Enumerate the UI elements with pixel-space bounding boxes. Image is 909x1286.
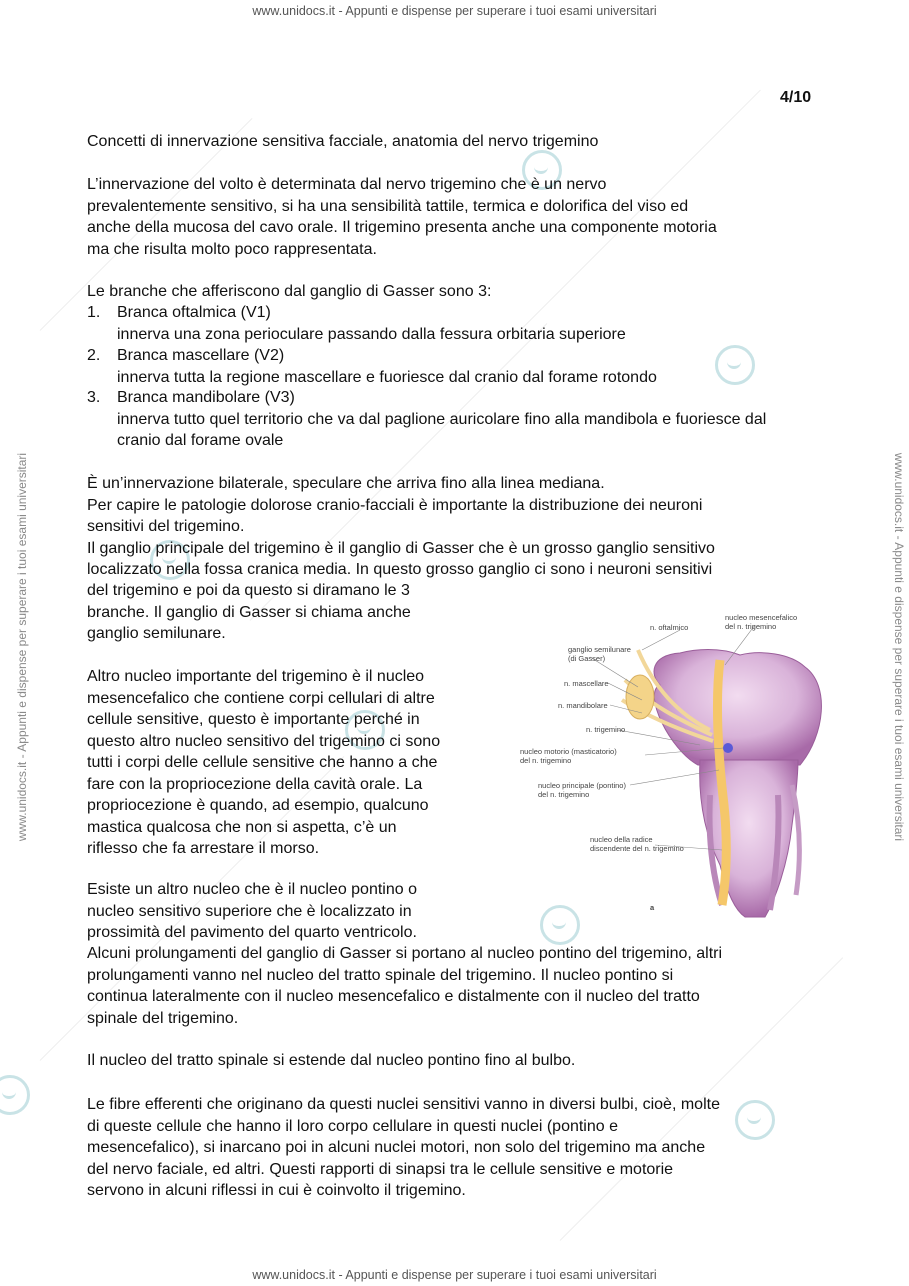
- label-nucleo-radice: nucleo della radice discendente del n. trigemino: [590, 835, 684, 853]
- paragraph-ganglio-wrap: del trigemino e poi da questo si diramano le 3 branche. Il ganglio di Gasser si chiama anche ganglio semilunare.: [87, 582, 411, 642]
- paragraph-nucleo-mesencefalico: Altro nucleo importante del trigemino è il nucleo mesencefalico che contiene corpi cellulari di altre cellule sensitive, questo è importante perché in questo altro nucleo sensitivo del trigemino ci sono tutti i corpi delle cellule sensitive che hanno a che fare con la propriocezione della cavità orale. La propriocezione è quando, ad esempio, qualcuno mastica qualcosa che non si aspetta, c’è un riflesso che fa arrestare il morso.: [87, 668, 441, 857]
- paragraph-innervazione: L’innervazione del volto è determinata dal nervo trigemino che è un nervo prevalentemente sensitivo, si ha una sensibilità tattile, termica e dolorifica del viso ed anche della mucosa del cavo orale. Il trigemino presenta anche una componente motoria ma che risulta molto poco rappresentata.: [87, 176, 717, 258]
- label-n-mandibolare: n. mandibolare: [558, 701, 608, 710]
- list-item-description: innerva una zona perioculare passando dalla fessura orbitaria superiore: [117, 325, 626, 343]
- figure-letter: a: [650, 903, 655, 912]
- list-item-label: Branca oftalmica (V1): [117, 304, 271, 321]
- list-item-number: 2.: [87, 347, 101, 364]
- list-item-label: Branca mandibolare (V3): [117, 389, 295, 406]
- label-n-mascellare: n. mascellare: [564, 679, 609, 688]
- label-n-trigemino: n. trigemino: [586, 725, 626, 734]
- document-title: Concetti di innervazione sensitiva facciale, anatomia del nervo trigemino: [87, 133, 599, 150]
- label-nucleo-principale: nucleo principale (pontino) del n. trigemino: [538, 781, 626, 799]
- page-number: 4/10: [780, 89, 812, 106]
- paragraph-fibre-efferenti: Le fibre efferenti che originano da questi nuclei sensitivi vanno in diversi bulbi, cioè, molte di queste cellule che hanno il loro corpo cellulare in questi nuclei (pontino e mesencefalico), si inarcano poi in alcuni nuclei motori, non solo del trigemino ma anche del nervo faciale, ed altri. Questi rapporti di sinapsi tra le cellule sensitive e motorie servono in alcuni riflessi in cui è coinvolto il trigemino.: [87, 1096, 720, 1199]
- label-nucleo-motorio: nucleo motorio (masticatorio) del n. trigemino: [520, 747, 617, 765]
- list-intro: Le branche che afferiscono dal ganglio di Gasser sono 3:: [87, 283, 492, 300]
- label-nucleo-mesencefalico: nucleo mesencefalico del n. trigemino: [725, 613, 798, 631]
- label-ganglio-semilunare: ganglio semilunare (di Gasser): [568, 645, 631, 663]
- paragraph-prolungamenti: Alcuni prolungamenti del ganglio di Gasser si portano al nucleo pontino del trigemino, altri prolungamenti vanno nel nucleo del tratto spinale del trigemino. Il nucleo pontino si continua lateralmente con il nucleo mesencefalico e distalmente con il nucleo del tratto spinale del trigemino.: [87, 945, 723, 1027]
- watermark-side-right: www.unidocs.it - Appunti e dispense per superare i tuoi esami universitari: [892, 452, 907, 842]
- list-item-description: innerva tutta la regione mascellare e fuoriesce dal cranio dal forame rotondo: [117, 368, 657, 386]
- paragraph-tratto-spinale: Il nucleo del tratto spinale si estende dal nucleo pontino fino al bulbo.: [87, 1052, 576, 1069]
- list-item-number: 1.: [87, 304, 101, 321]
- label-n-oftalmico: n. oftalmico: [650, 623, 689, 632]
- watermark-side-left: www.unidocs.it - Appunti e dispense per superare i tuoi esami universitari: [15, 452, 30, 842]
- unidocs-logo-icon: [0, 1075, 30, 1115]
- watermark-header: www.unidocs.it - Appunti e dispense per superare i tuoi esami universitari: [252, 4, 657, 18]
- list-item-label: Branca mascellare (V2): [117, 347, 285, 364]
- trigeminal-nerve-figure: [520, 605, 830, 920]
- paragraph-distribuzione: È un’innervazione bilaterale, speculare che arriva fino alla linea mediana. Per capire le patologie dolorose cranio-facciali è importante la distribuzione dei neuroni sensitivi del trigemino. Il ganglio principale del trigemino è il ganglio di Gasser che è un grosso ganglio sensitivo localizzato nella fossa cranica media. In questo grosso ganglio ci sono i neuroni sensitivi: [87, 475, 715, 578]
- list-item-number: 3.: [87, 389, 101, 406]
- paragraph-nucleo-pontino: Esiste un altro nucleo che è il nucleo pontino o nucleo sensitivo superiore che è localizzato in prossimità del pavimento del quarto ventricolo.: [87, 881, 417, 941]
- watermark-footer: www.unidocs.it - Appunti e dispense per superare i tuoi esami universitari: [252, 1268, 657, 1282]
- list-item-description: innerva tutto quel territorio che va dal paglione auricolare fino alla mandibola e fuoriesce dal cranio dal forame ovale: [117, 410, 767, 449]
